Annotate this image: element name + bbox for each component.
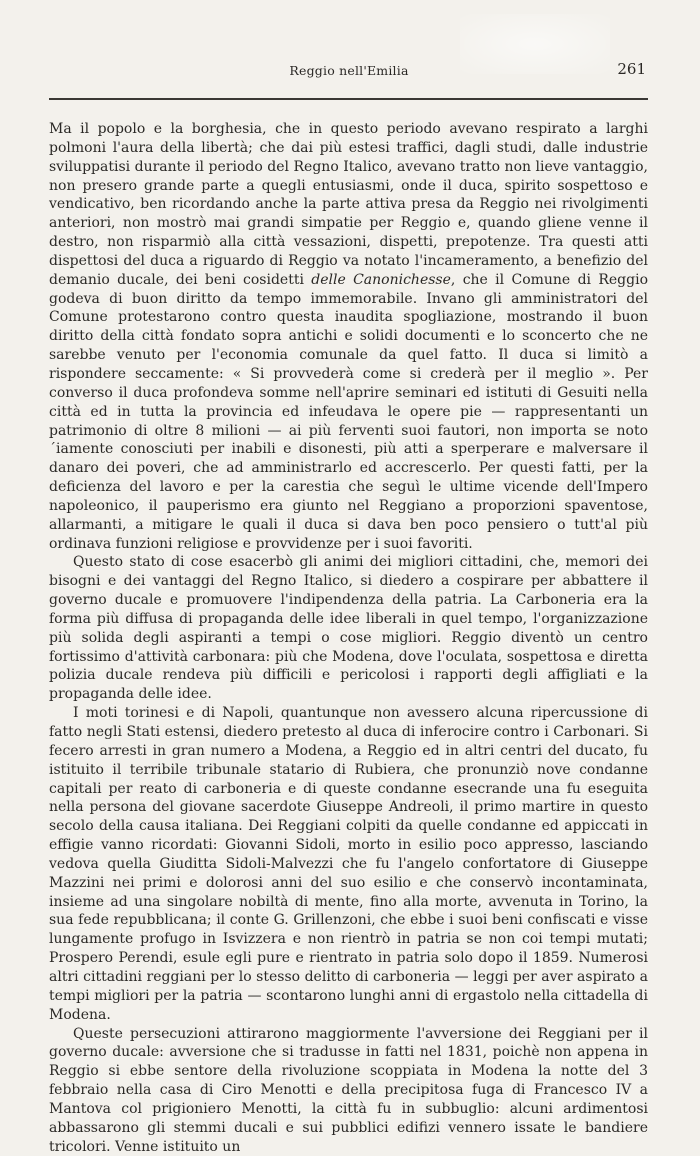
page-header xyxy=(50,60,648,84)
paragraph-text: , che il Comune di Reggio godeva di buon diritto da tempo immemorabile. Invano gli amministratori del Comune protestarono contro questa inaudita spogliazione, mostrando il buon diritto della città fondato sopra antichi e solidi documenti e lo sconcerto che ne sarebbe venuto per l'economia comunale da quel fatto. Il duca si limitò a rispondere seccamente: « Si provvederà come si crederà per il meglio ». Per converso il duca profondeva somme nell'aprire seminari ed istituti di Gesuiti nella città ed in tutta la provincia ed infeudava le opere pie — rappresentanti un patrimonio di oltre 8 milioni — ai più ferventi suoi fautori, non importa se noto´iamente conosciuti per inabili e disonesti, più atti a sperperare e malversare il danaro dei poveri, che ad amministrarlo ed accrescerlo. Per questi fatti, per la deficienza del lavoro e per la carestia che seguì le ultime vicende dell'Impero napoleonico, il pauperismo era giunto nel Reggiano a proporzioni spaventose, allarmanti, a mitigare le quali il duca si dava ben poco pensiero o tutt'al più ordinava funzioni religiose e provvidenze per i suoi favoriti. xyxy=(49,272,648,552)
paragraph-text: I moti torinesi e di Napoli, quantunque non avessero alcuna ripercussione di fatto negli Stati estensi, diedero pretesto al duca di inferocire contro i Carbonari. Si fecero arresti in gran numero a Modena, a Reggio ed in altri centri del ducato, fu istituito il terribile tribunale statario di Rubiera, che pronunziò nove condanne capitali per reato di carboneria e di queste condanne esecrande una fu eseguita nella persona del giovane sacerdote Giuseppe Andreoli, il primo martire in questo secolo della causa italiana. Dei Reggiani colpiti da quelle condanne ed appiccati in effigie vanno ricordati: Giovanni Sidoli, morto in esilio poco appresso, lasciando vedova quella Giuditta Sidoli-Malvezzi che fu l'angelo confortatore di Giuseppe Mazzini nei primi e dolorosi anni del suo esilio e che conservò incontaminata, insieme ad una singolare nobiltà di mente, fino alla morte, avvenuta in Torino, la sua fede repubblicana; il conte G. Grillenzoni, che ebbe i suoi beni confiscati e visse lungamente profugo in Isvizzera e non rientrò in patria se non coi tempi mutati; Prospero Perendi, esule egli pure e rientrato in patria solo dopo il 1859. Numerosi altri cittadini reggiani per lo stesso delitto di carboneria — leggi per aver aspirato a tempi migliori per la patria — scontarono lunghi anni di ergastolo nella cittadella di Modena. xyxy=(49,705,648,1023)
paragraph-text: Questo stato di cose esacerbò gli animi dei migliori cittadini, che, memori dei bisogni e dei vantaggi del Regno Italico, si diedero a cospirare per abbattere il governo ducale e promuovere l'indipendenza della patria. La Carboneria era la forma più diffusa di propaganda delle idee liberali in quel tempo, l'organizzazione più solida degli aspiranti a tempi o cose migliori. Reggio diventò un centro fortissimo d'attività carbonara: più che Modena, dove l'oculata, sospettosa e diretta polizia ducale rendeva più difficili e pericolosi i rapporti degli affigliati e la propaganda delle idee. xyxy=(49,554,648,702)
paragraph-text: Ma il popolo e la borghesia, che in questo periodo avevano respirato a larghi polmoni l'aura della libertà; che dai più estesi traffici, dagli studi, dalle industrie sviluppatisi durante il periodo del Regno Italico, avevano tratto non lieve vantaggio, non presero grande parte a quegli entusiasmi, onde il duca, spirito sospettoso e vendicativo, ben ricordando anche la parte attiva presa da Reggio nei rivolgimenti anteriori, non mostrò mai grandi simpatie per Reggio e, quando gliene venne il destro, non risparmiò alla città vessazioni, dispetti, prepotenze. Tra questi atti dispettosi del duca a riguardo di Reggio va notato l'incameramento, a benefizio del demanio ducale, dei beni cosidetti xyxy=(49,121,648,288)
header-rule xyxy=(49,98,648,100)
body-text xyxy=(49,120,648,1156)
paragraph xyxy=(49,553,648,704)
italic-term: delle Canonichesse xyxy=(311,272,451,288)
running-title: Reggio nell'Emilia xyxy=(50,63,648,78)
paragraph xyxy=(49,1025,648,1156)
paragraph xyxy=(49,120,648,553)
page-number: 261 xyxy=(617,60,646,78)
paragraph-text: Queste persecuzioni attirarono maggiormente l'avversione dei Reggiani per il governo ducale: avversione che si tradusse in fatti nel 1831, poichè non appena in Reggio si ebbe sentore della rivoluzione scoppiata in Modena la notte del 3 febbraio nella casa di Ciro Menotti e della precipitosa fuga di Francesco IV a Mantova col prigioniero Menotti, la città fu in subbuglio: alcuni ardimentosi abbassarono gli stemmi ducali e sui pubblici edifizi vennero issate le bandiere tricolori. Venne istituito un xyxy=(49,1026,648,1155)
paragraph xyxy=(49,704,648,1024)
